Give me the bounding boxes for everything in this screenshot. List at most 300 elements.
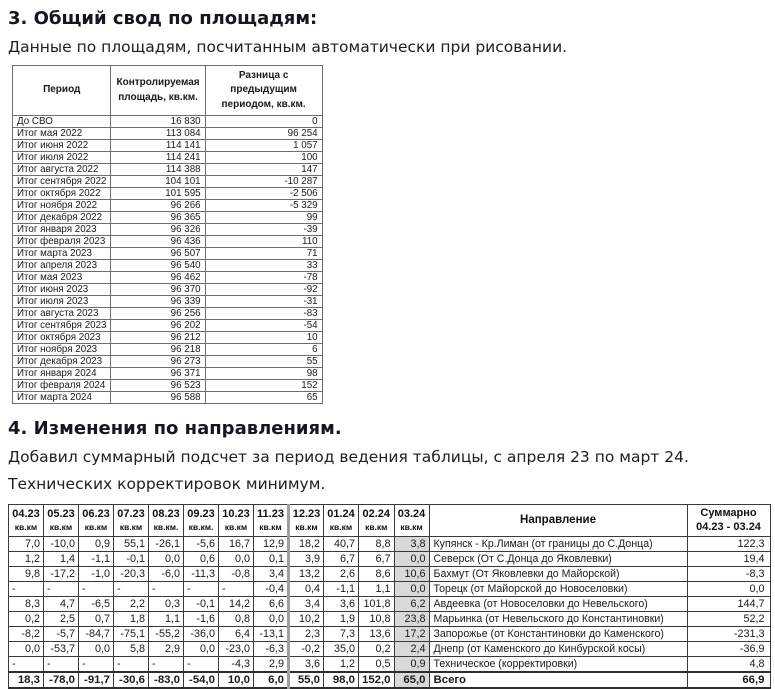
areas-table-row (13, 296, 323, 308)
diff-cell: -83 (205, 308, 322, 320)
month-value-cell: - (44, 581, 79, 596)
directions-total-row (9, 672, 771, 688)
month-value-cell: 6,7 (324, 551, 359, 566)
month-value-cell: 6,6 (254, 596, 289, 611)
diff-cell: -5 329 (205, 200, 322, 212)
direction-cell: Днепр (от Каменского до Кинбурской косы) (429, 641, 687, 656)
period-cell: Итог декабря 2023 (13, 356, 111, 368)
month-value-cell: -0,1 (184, 596, 219, 611)
areas-table-row (13, 368, 323, 380)
period-cell: Итог июня 2023 (13, 284, 111, 296)
month-value-cell: 152,0 (359, 672, 395, 688)
month-value-cell: 10,8 (359, 611, 395, 626)
directions-table (8, 504, 771, 689)
month-label: 12.23 (292, 508, 321, 521)
month-value-cell: -13,1 (254, 626, 289, 641)
period-cell: Итог ноября 2023 (13, 344, 111, 356)
area-cell: 113 084 (111, 128, 205, 140)
month-column-header (324, 504, 359, 536)
month-value-cell: 16,7 (219, 536, 254, 551)
month-value-cell: -83,0 (149, 672, 184, 688)
areas-table-row (13, 356, 323, 368)
diff-column-header: Разница с предыдущим периодом, кв.км. (205, 65, 322, 116)
directions-table-row (9, 626, 771, 641)
areas-table-body (13, 116, 323, 404)
areas-table-row (13, 212, 323, 224)
directions-header-row (9, 504, 771, 536)
month-value-cell: -6,5 (79, 596, 114, 611)
month-value-cell: 0,0 (394, 581, 429, 596)
month-value-cell: - (114, 581, 149, 596)
diff-cell: 6 (205, 344, 322, 356)
areas-table-row (13, 224, 323, 236)
period-cell: Итог июля 2023 (13, 296, 111, 308)
area-cell: 96 256 (111, 308, 205, 320)
month-value-cell: 0,3 (149, 596, 184, 611)
direction-cell: Торецк (от Майорской до Новоселовки) (429, 581, 687, 596)
month-value-cell: 9,8 (9, 566, 44, 581)
month-value-cell: 0,0 (219, 551, 254, 566)
month-label: 01.24 (327, 508, 355, 521)
month-value-cell: -91,7 (79, 672, 114, 688)
month-value-cell: -0,1 (114, 551, 149, 566)
month-value-cell: 1,2 (324, 656, 359, 672)
month-value-cell: 1,8 (114, 611, 149, 626)
month-value-cell: 0,8 (219, 611, 254, 626)
month-value-cell: 2,5 (44, 611, 79, 626)
month-value-cell: - (149, 656, 184, 672)
month-value-cell: - (9, 656, 44, 672)
area-cell: 96 588 (111, 392, 205, 404)
month-column-header (44, 504, 79, 536)
month-value-cell: -5,6 (184, 536, 219, 551)
areas-table-row (13, 380, 323, 392)
areas-table-row (13, 116, 323, 128)
month-value-cell: 17,2 (394, 626, 429, 641)
period-cell: До СВО (13, 116, 111, 128)
month-unit-label: кв.км (49, 521, 73, 532)
section3-title: 3. Общий свод по площадям: (8, 8, 318, 29)
month-label: 05.23 (47, 508, 75, 521)
month-value-cell: 0,0 (394, 551, 429, 566)
month-unit-label: кв.км (119, 521, 143, 532)
area-cell: 114 388 (111, 164, 205, 176)
month-column-header (9, 504, 44, 536)
month-value-cell: 10,2 (289, 611, 324, 626)
month-value-cell: 0,0 (79, 641, 114, 656)
month-value-cell: -6,0 (149, 566, 184, 581)
direction-cell: Северск (От С.Донца до Яковлевки) (429, 551, 687, 566)
month-column-header (184, 504, 219, 536)
period-cell: Итог января 2023 (13, 224, 111, 236)
period-cell: Итог февраля 2024 (13, 380, 111, 392)
summary-cell: 122,3 (687, 536, 770, 551)
month-value-cell: -78,0 (44, 672, 79, 688)
areas-table-row (13, 392, 323, 404)
directions-table-body (9, 536, 771, 688)
direction-cell: Всего (429, 672, 687, 688)
period-cell: Итог декабря 2022 (13, 212, 111, 224)
month-value-cell: 13,6 (359, 626, 395, 641)
month-value-cell: 12,9 (254, 536, 289, 551)
area-cell: 104 101 (111, 176, 205, 188)
areas-table-row (13, 260, 323, 272)
month-label: 03.24 (397, 508, 426, 521)
period-cell: Итог января 2024 (13, 368, 111, 380)
diff-cell: -2 506 (205, 188, 322, 200)
month-unit-label: кв.км (259, 521, 282, 532)
areas-table-row (13, 272, 323, 284)
month-value-cell: 65,0 (394, 672, 429, 688)
period-cell: Итог ноября 2022 (13, 200, 111, 212)
summary-header-line1: Суммарно (700, 506, 757, 519)
period-cell: Итог октября 2023 (13, 332, 111, 344)
month-value-cell: -26,1 (149, 536, 184, 551)
month-value-cell: 1,2 (9, 551, 44, 566)
month-column-header (79, 504, 114, 536)
month-value-cell: 6,2 (394, 596, 429, 611)
summary-cell: 52,2 (687, 611, 770, 626)
area-cell: 96 436 (111, 236, 205, 248)
month-value-cell: -5,7 (44, 626, 79, 641)
month-value-cell: 0,1 (254, 551, 289, 566)
summary-column-header (687, 504, 770, 536)
month-column-header (254, 504, 289, 536)
month-value-cell: 0,0 (184, 641, 219, 656)
period-cell: Итог августа 2022 (13, 164, 111, 176)
month-value-cell: 0,0 (254, 611, 289, 626)
area-column-header: Контролируемая площадь, кв.км. (111, 65, 205, 116)
areas-table-row (13, 164, 323, 176)
month-value-cell: -54,0 (184, 672, 219, 688)
month-label: 06.23 (82, 508, 110, 521)
section3-intro: Данные по площадям, посчитанным автоматически при рисовании. (8, 37, 568, 56)
month-value-cell: 1,9 (324, 611, 359, 626)
month-value-cell: 2,9 (254, 656, 289, 672)
month-value-cell: - (9, 581, 44, 596)
month-value-cell: - (79, 581, 114, 596)
period-cell: Итог октября 2022 (13, 188, 111, 200)
direction-column-header: Направление (429, 504, 687, 536)
period-cell: Итог марта 2024 (13, 392, 111, 404)
month-value-cell: -53,7 (44, 641, 79, 656)
month-value-cell: 0,2 (9, 611, 44, 626)
month-label: 11.23 (257, 508, 284, 521)
period-cell: Итог мая 2023 (13, 272, 111, 284)
month-value-cell: 6,7 (359, 551, 395, 566)
areas-table-row (13, 284, 323, 296)
diff-cell: 99 (205, 212, 322, 224)
areas-table-row (13, 188, 323, 200)
month-value-cell: 2,3 (289, 626, 324, 641)
month-value-cell: - (79, 656, 114, 672)
area-cell: 114 141 (111, 140, 205, 152)
month-value-cell: 55,0 (289, 672, 324, 688)
period-cell: Итог марта 2023 (13, 248, 111, 260)
directions-table-row (9, 641, 771, 656)
month-value-cell: - (184, 581, 219, 596)
area-cell: 96 371 (111, 368, 205, 380)
areas-table-row (13, 332, 323, 344)
month-value-cell: 55,1 (114, 536, 149, 551)
diff-cell: 152 (205, 380, 322, 392)
month-value-cell: 0,5 (359, 656, 395, 672)
month-column-header (289, 504, 324, 536)
diff-cell: 110 (205, 236, 322, 248)
diff-cell: 1 057 (205, 140, 322, 152)
month-value-cell: -30,6 (114, 672, 149, 688)
month-value-cell: -1,6 (184, 611, 219, 626)
month-value-cell: 10,0 (219, 672, 254, 688)
month-value-cell: -11,3 (184, 566, 219, 581)
diff-cell: 100 (205, 152, 322, 164)
direction-cell: Бахмут (От Яковлевки до Майорской) (429, 566, 687, 581)
period-cell: Итог июня 2022 (13, 140, 111, 152)
period-cell: Итог сентября 2023 (13, 320, 111, 332)
area-cell: 96 202 (111, 320, 205, 332)
diff-cell: -92 (205, 284, 322, 296)
period-column-header: Период (13, 65, 111, 116)
area-cell: 96 370 (111, 284, 205, 296)
diff-cell: 65 (205, 392, 322, 404)
summary-cell: 144,7 (687, 596, 770, 611)
diff-cell: 96 254 (205, 128, 322, 140)
month-value-cell: 3,4 (289, 596, 324, 611)
directions-table-row (9, 536, 771, 551)
areas-table-row (13, 176, 323, 188)
month-value-cell: -1,1 (79, 551, 114, 566)
month-column-header (114, 504, 149, 536)
month-value-cell: 6,4 (219, 626, 254, 641)
month-value-cell: -1,1 (324, 581, 359, 596)
month-value-cell: 5,8 (114, 641, 149, 656)
direction-cell: Марьинка (от Невельского до Константиновки) (429, 611, 687, 626)
month-value-cell: -4,3 (219, 656, 254, 672)
month-value-cell: 6,0 (254, 672, 289, 688)
direction-cell: Авдеевка (от Новоселовки до Невельского) (429, 596, 687, 611)
month-value-cell: 1,1 (149, 611, 184, 626)
month-value-cell: 7,3 (324, 626, 359, 641)
month-value-cell: 3,4 (254, 566, 289, 581)
month-value-cell: 0,4 (289, 581, 324, 596)
section4-title: 4. Изменения по направлениям. (8, 418, 342, 440)
month-value-cell: 98,0 (324, 672, 359, 688)
month-value-cell: - (184, 656, 219, 672)
month-label: 08.23 (152, 508, 180, 521)
diff-cell: 0 (205, 116, 322, 128)
month-value-cell: -20,3 (114, 566, 149, 581)
month-value-cell: -10,0 (44, 536, 79, 551)
areas-table-row (13, 236, 323, 248)
month-value-cell: 18,3 (9, 672, 44, 688)
month-label: 09.23 (187, 508, 215, 521)
month-label: 07.23 (117, 508, 145, 521)
month-unit-label: кв.км (400, 521, 423, 532)
direction-cell: Купянск - Кр.Лиман (от границы до С.Донца) (429, 536, 687, 551)
month-unit-label: кв.км (295, 521, 318, 532)
month-value-cell: -75,1 (114, 626, 149, 641)
month-unit-label: кв.км. (153, 521, 179, 532)
area-cell: 96 523 (111, 380, 205, 392)
period-cell: Итог сентября 2022 (13, 176, 111, 188)
month-value-cell: -8,2 (9, 626, 44, 641)
areas-table-row (13, 140, 323, 152)
month-value-cell: 0,9 (394, 656, 429, 672)
month-value-cell: - (149, 581, 184, 596)
area-cell: 96 507 (111, 248, 205, 260)
month-value-cell: 8,8 (359, 536, 395, 551)
month-value-cell: -23,0 (219, 641, 254, 656)
period-cell: Итог августа 2023 (13, 308, 111, 320)
month-unit-label: кв.км (14, 521, 38, 532)
direction-cell: Техническое (корректировки) (429, 656, 687, 672)
month-value-cell: 2,6 (324, 566, 359, 581)
directions-table-row (9, 596, 771, 611)
area-cell: 96 326 (111, 224, 205, 236)
directions-table-row (9, 611, 771, 626)
period-cell: Итог февраля 2023 (13, 236, 111, 248)
diff-cell: 10 (205, 332, 322, 344)
area-cell: 16 830 (111, 116, 205, 128)
month-value-cell: 2,9 (149, 641, 184, 656)
month-unit-label: кв.км. (188, 521, 214, 532)
area-cell: 96 339 (111, 296, 205, 308)
summary-cell: 66,9 (687, 672, 770, 688)
month-value-cell: 0,2 (359, 641, 395, 656)
period-cell: Итог мая 2022 (13, 128, 111, 140)
month-value-cell: -17,2 (44, 566, 79, 581)
areas-header-row (13, 65, 323, 116)
month-value-cell: 7,0 (9, 536, 44, 551)
month-value-cell: 13,2 (289, 566, 324, 581)
month-value-cell: 101,8 (359, 596, 395, 611)
month-value-cell: -0,8 (219, 566, 254, 581)
month-column-header (219, 504, 254, 536)
summary-cell: 19,4 (687, 551, 770, 566)
month-value-cell: 1,1 (359, 581, 395, 596)
month-value-cell: 0,0 (9, 641, 44, 656)
directions-table-row (9, 581, 771, 596)
period-cell: Итог апреля 2023 (13, 260, 111, 272)
areas-table-row (13, 128, 323, 140)
month-value-cell: 2,2 (114, 596, 149, 611)
diff-cell: 55 (205, 356, 322, 368)
diff-cell: -39 (205, 224, 322, 236)
areas-table-row (13, 344, 323, 356)
diff-cell: 147 (205, 164, 322, 176)
month-label: 10.23 (222, 508, 250, 521)
month-value-cell: 3,6 (289, 656, 324, 672)
month-column-header (359, 504, 395, 536)
area-cell: 101 595 (111, 188, 205, 200)
areas-table-row (13, 152, 323, 164)
month-column-header (149, 504, 184, 536)
month-unit-label: кв.км (329, 521, 353, 532)
month-label: 04.23 (12, 508, 40, 521)
area-cell: 114 241 (111, 152, 205, 164)
diff-cell: -78 (205, 272, 322, 284)
month-value-cell: 2,4 (394, 641, 429, 656)
directions-table-row (9, 656, 771, 672)
month-label: 02.24 (362, 508, 391, 521)
month-value-cell: 4,7 (44, 596, 79, 611)
month-value-cell: 35,0 (324, 641, 359, 656)
month-value-cell: 3,9 (289, 551, 324, 566)
month-value-cell: -55,2 (149, 626, 184, 641)
month-value-cell: 8,6 (359, 566, 395, 581)
month-value-cell: -0,4 (254, 581, 289, 596)
month-value-cell: 23,8 (394, 611, 429, 626)
summary-header-line2: 04.23 - 03.24 (696, 521, 761, 534)
month-unit-label: кв.км (84, 521, 108, 532)
month-value-cell: 1,4 (44, 551, 79, 566)
area-cell: 96 540 (111, 260, 205, 272)
month-value-cell: 8,3 (9, 596, 44, 611)
month-value-cell: -84,7 (79, 626, 114, 641)
section4-intro-line2: Технических корректировок минимум. (8, 475, 326, 494)
month-value-cell: -0,2 (289, 641, 324, 656)
month-value-cell: 0,6 (184, 551, 219, 566)
diff-cell: 33 (205, 260, 322, 272)
month-value-cell: 0,9 (79, 536, 114, 551)
directions-table-row (9, 551, 771, 566)
area-cell: 96 273 (111, 356, 205, 368)
area-cell: 96 212 (111, 332, 205, 344)
month-value-cell: 18,2 (289, 536, 324, 551)
diff-cell: -10 287 (205, 176, 322, 188)
area-cell: 96 266 (111, 200, 205, 212)
month-value-cell: -36,0 (184, 626, 219, 641)
areas-table-row (13, 320, 323, 332)
diff-cell: 71 (205, 248, 322, 260)
month-value-cell: 10,6 (394, 566, 429, 581)
diff-cell: 98 (205, 368, 322, 380)
summary-cell: -8,3 (687, 566, 770, 581)
section4-intro-line1: Добавил суммарный подсчет за период ведения таблицы, с апреля 23 по март 24. (8, 447, 689, 466)
month-value-cell: 3,6 (324, 596, 359, 611)
directions-table-row (9, 566, 771, 581)
month-value-cell: -1,0 (79, 566, 114, 581)
direction-cell: Запорожье (от Константиновки до Каменского) (429, 626, 687, 641)
area-cell: 96 462 (111, 272, 205, 284)
month-unit-label: кв.км (224, 521, 248, 532)
month-value-cell: 40,7 (324, 536, 359, 551)
month-column-header (394, 504, 429, 536)
month-value-cell: - (114, 656, 149, 672)
areas-table-row (13, 308, 323, 320)
areas-table-row (13, 200, 323, 212)
period-cell: Итог июля 2022 (13, 152, 111, 164)
diff-cell: -54 (205, 320, 322, 332)
areas-table (12, 65, 323, 405)
summary-cell: -231,3 (687, 626, 770, 641)
diff-cell: -31 (205, 296, 322, 308)
areas-table-row (13, 248, 323, 260)
month-value-cell: -6,3 (254, 641, 289, 656)
month-value-cell: 0,7 (79, 611, 114, 626)
month-value-cell: 0,0 (149, 551, 184, 566)
summary-cell: 0,0 (687, 581, 770, 596)
area-cell: 96 218 (111, 344, 205, 356)
month-value-cell: 14,2 (219, 596, 254, 611)
month-unit-label: кв.км (365, 521, 388, 532)
summary-cell: 4,8 (687, 656, 770, 672)
area-cell: 96 365 (111, 212, 205, 224)
summary-cell: -36,9 (687, 641, 770, 656)
month-value-cell: - (44, 656, 79, 672)
month-value-cell: - (219, 581, 254, 596)
month-value-cell: 3,8 (394, 536, 429, 551)
